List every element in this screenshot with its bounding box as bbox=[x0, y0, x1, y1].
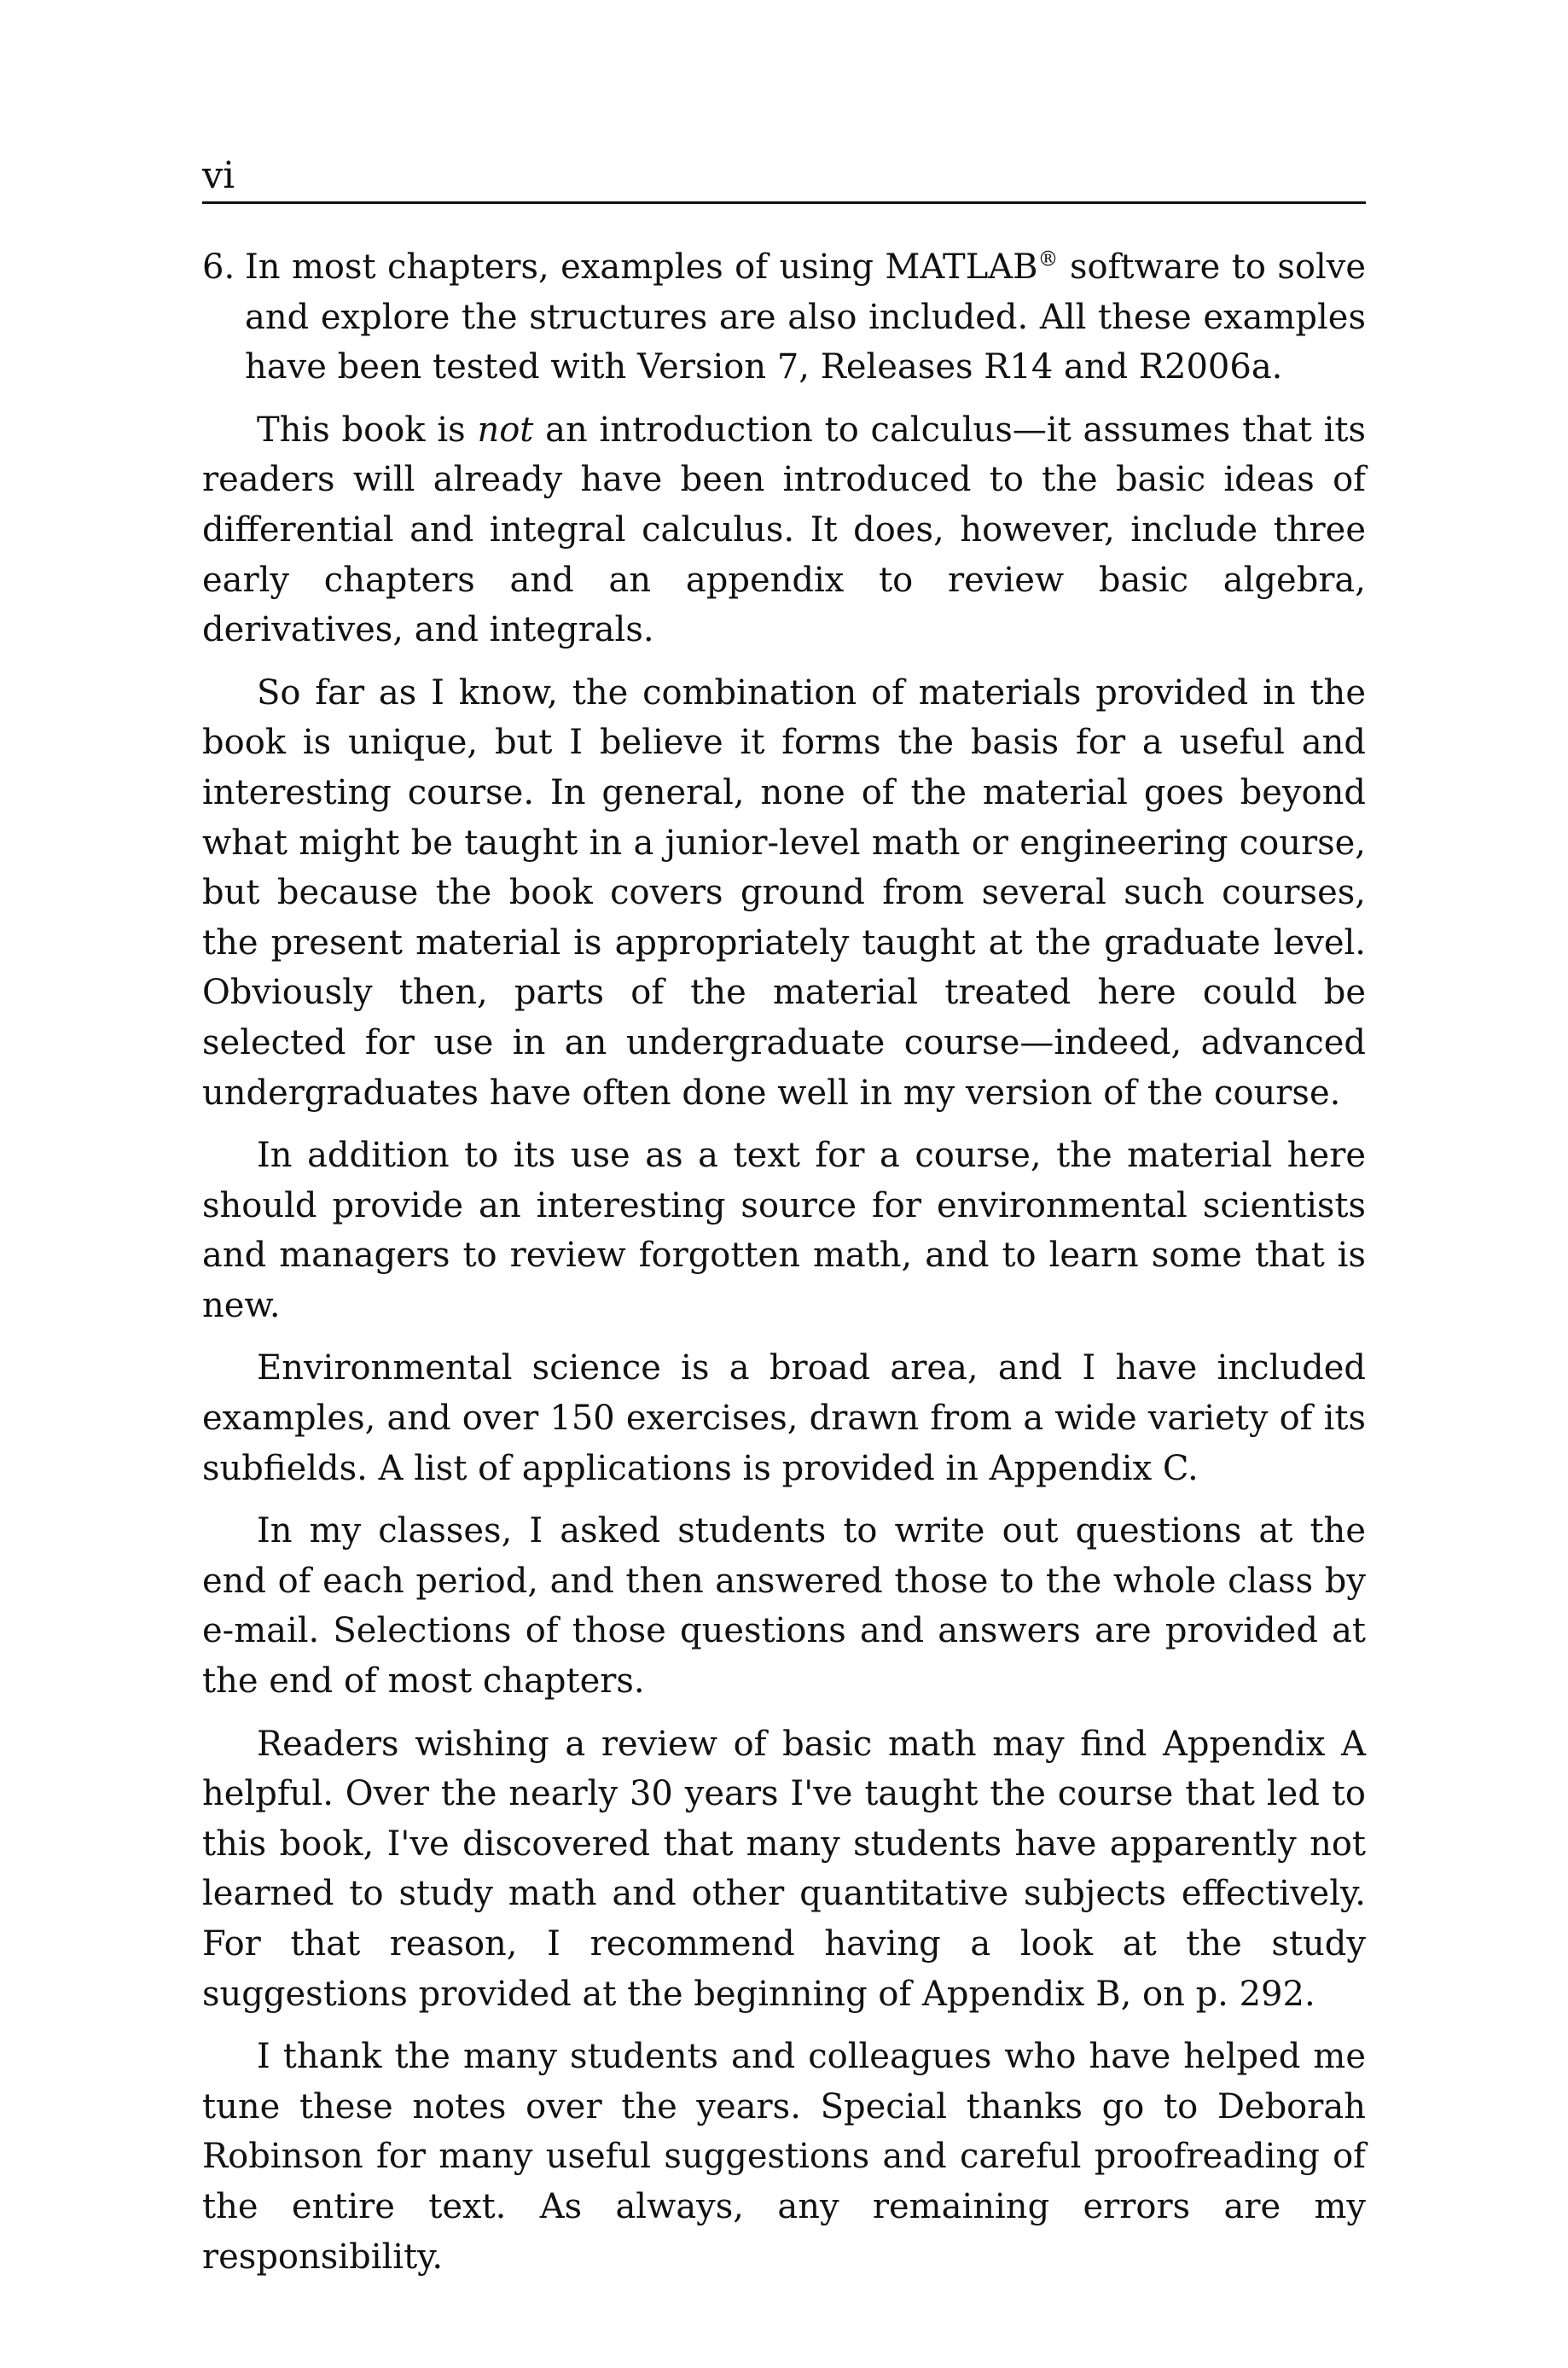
paragraph-unique-combination: So far as I know, the combination of materials provided in the book is unique, but I believe it forms the basis for a useful and interesting course. In general, none of the material goes beyond what might be taught in a junior-level math or engineering course, but because the book covers ground from several such courses, the present material is appropriately taught at the graduate level. Obviously then, parts of the material treated here could be selected for use in an undergraduate course—indeed, advanced undergraduates have often done well in my version of the course. bbox=[202, 672, 1366, 1113]
page-number: vi bbox=[202, 154, 235, 197]
paragraph-appendix-review: Readers wishing a review of basic math may find Appendix A helpful. Over the nearly 30 years I've taught the course that led to this book, I've discovered that many students have apparently not learned to study math and other quantitative subjects effectively. For that reason, I recommend having a look at the study suggestions provided at the beginning of Appendix B, on p. 292. bbox=[202, 1724, 1366, 2014]
list-item-6 bbox=[202, 242, 1366, 393]
list-item-number: 6. bbox=[202, 247, 235, 287]
paragraph-acknowledgements: I thank the many students and colleagues who have helped me tune these notes over the years. Special thanks go to Deborah Robinson for many useful suggestions and careful proofreading of the entire text. As always, any remaining errors are my responsibility. bbox=[202, 2037, 1366, 2277]
list-item-text-start: In most chapters, examples of using MATLAB bbox=[245, 247, 1038, 287]
paragraph-questions-answers: In my classes, I asked students to write out questions at the end of each period, and then answered those to the whole class by e-mail. Selections of those questions and answers are provided at the end of most chapters. bbox=[202, 1511, 1366, 1702]
list-item-text-end: software to solve and explore the structures are also included. All these examples have been tested with Version 7, Releases R14 and R2006a. bbox=[245, 247, 1367, 387]
paragraph-calculus-prerequisite bbox=[202, 405, 1366, 655]
paragraph-text: This book is bbox=[257, 410, 478, 450]
paragraph-text: an introduction to calculus—it assumes that its readers will already have been introduced to the basic ideas of differential and integral calculus. It does, however, include three early chapters and an appendix to review basic algebra, derivatives, and integrals. bbox=[202, 410, 1367, 650]
paragraph-environmental-science: Environmental science is a broad area, and I have included examples, and over 150 exercises, drawn from a wide variety of its subfields. A list of applications is provided in Appendix C. bbox=[202, 1348, 1366, 1488]
header-rule bbox=[202, 201, 1366, 204]
body-text bbox=[202, 242, 1366, 2295]
list-item-text bbox=[245, 242, 1366, 393]
emphasis-text: not bbox=[477, 410, 534, 450]
paragraph-additional-use: In addition to its use as a text for a course, the material here should provide an interesting source for environmental scientists and managers to review forgotten math, and to learn some that is new. bbox=[202, 1136, 1366, 1325]
registered-mark: ® bbox=[1037, 247, 1059, 271]
